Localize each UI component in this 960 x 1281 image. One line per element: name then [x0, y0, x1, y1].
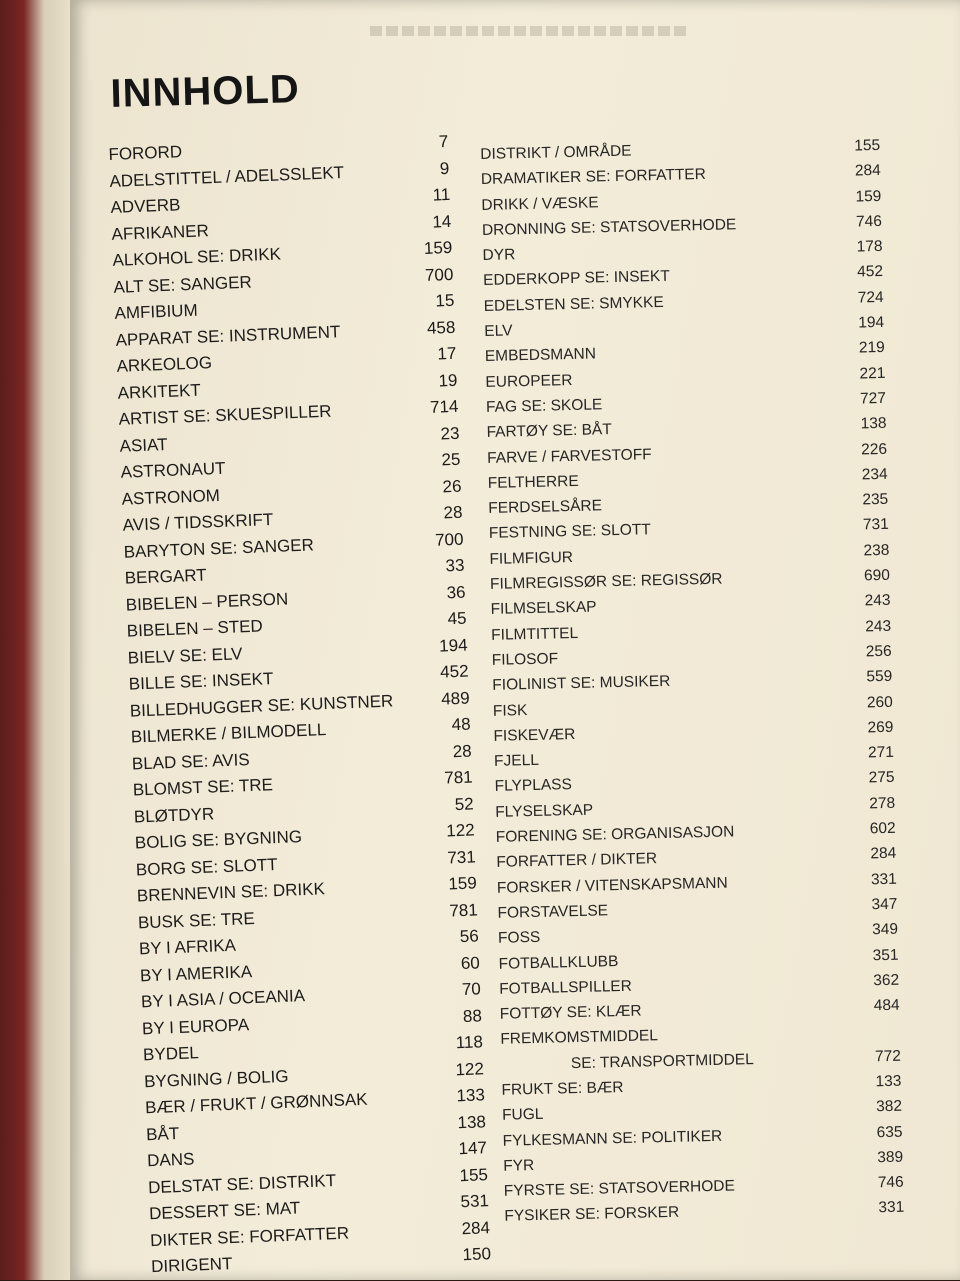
index-term: BILMERKE / BILMODELL — [130, 720, 327, 747]
index-term: BILLEDHUGGER SE: KUNSTNER — [129, 690, 394, 721]
index-page-number: 7 — [438, 131, 449, 152]
index-page-number: 602 — [869, 819, 896, 838]
index-page-number: 138 — [860, 415, 887, 433]
index-term: FJELL — [493, 751, 540, 770]
index-term: FILOSOF — [491, 650, 559, 669]
index-term: AVIS / TIDSSKRIFT — [122, 509, 274, 535]
index-term: FILMREGISSØR SE: REGISSØR — [489, 570, 723, 593]
index-page-number: 351 — [872, 946, 899, 964]
index-page-number: 11 — [432, 184, 451, 205]
index-term: ASTRONAUT — [120, 458, 226, 482]
index-term: FAG SE: SKOLE — [485, 396, 603, 416]
index-term: BRENNEVIN SE: DRIKK — [136, 879, 326, 906]
index-term: BIBELEN – PERSON — [125, 588, 289, 615]
index-page-number: 45 — [447, 608, 467, 629]
index-term: ELV — [484, 322, 513, 341]
index-term: DRAMATIKER SE: FORFATTER — [480, 166, 707, 189]
page-title: INNHOLD — [110, 67, 301, 116]
index-page-number: 147 — [458, 1138, 488, 1159]
index-page-number: 36 — [446, 582, 466, 602]
index-page-number: 52 — [454, 793, 475, 814]
index-term: BOLIG SE: BYGNING — [134, 827, 303, 853]
index-term: FUGL — [501, 1106, 544, 1125]
index-term: FILMSELSKAP — [490, 598, 597, 619]
index-page-number: 559 — [866, 668, 893, 686]
index-page-number: 159 — [855, 187, 882, 206]
index-page-number: 15 — [435, 290, 455, 311]
index-term: BIBELEN – STED — [126, 616, 264, 641]
index-term: DYR — [482, 246, 516, 265]
index-page-number: 14 — [432, 211, 452, 232]
index-page-number: 256 — [865, 642, 892, 661]
index-page-number: 159 — [447, 873, 478, 894]
index-term: ALT SE: SANGER — [113, 272, 253, 297]
index-term: FORENING SE: ORGANISASJON — [495, 823, 735, 846]
index-page-number: 221 — [859, 364, 886, 383]
index-page-number: 772 — [874, 1047, 902, 1065]
index-term: FESTNING SE: SLOTT — [488, 521, 651, 543]
index-page-number: 278 — [869, 794, 896, 813]
index-term: FOSS — [497, 929, 541, 947]
index-page-number: 238 — [863, 541, 890, 560]
index-term: FLYSELSKAP — [495, 801, 594, 821]
index-page-number: 235 — [862, 490, 889, 509]
index-term: FYSIKER SE: FORSKER — [504, 1204, 680, 1226]
index-page-number: 347 — [871, 895, 898, 914]
index-page-number: 331 — [870, 870, 898, 888]
index-page-number: 234 — [861, 465, 888, 484]
index-term: FELTHERRE — [487, 472, 579, 492]
index-term: APPARAT SE: INSTRUMENT — [115, 321, 341, 350]
index-term: DISTRIKT / OMRÅDE — [480, 142, 632, 163]
index-page-number: 150 — [462, 1244, 492, 1265]
index-term: BYDEL — [142, 1043, 200, 1065]
index-page-number: 362 — [873, 971, 900, 990]
index-page-number: 781 — [443, 767, 474, 788]
index-page-number: 194 — [438, 635, 468, 656]
index-page-number: 284 — [461, 1217, 491, 1238]
index-page-number: 133 — [456, 1085, 486, 1106]
index-page-number: 331 — [878, 1199, 905, 1217]
index-term: DANS — [146, 1149, 195, 1171]
index-term: DIRIGENT — [150, 1254, 233, 1277]
index-page-number: 226 — [861, 440, 888, 458]
index-column-right — [480, 133, 905, 1230]
index-term: ALKOHOL SE: DRIKK — [112, 244, 282, 270]
index-term: BILLE SE: INSEKT — [128, 669, 274, 694]
index-page-number: 219 — [858, 339, 885, 357]
index-term: BYGNING / BOLIG — [143, 1066, 289, 1091]
index-page-number: 452 — [856, 263, 884, 281]
index-term: DRONNING SE: STATSOVERHODE — [481, 216, 737, 239]
index-term: BERGART — [124, 565, 207, 588]
index-page-number: 731 — [862, 516, 889, 534]
index-page-number: 88 — [462, 1005, 483, 1026]
index-page-number: 284 — [870, 845, 897, 863]
index-term: BLAD SE: AVIS — [131, 749, 250, 774]
index-term: FORFATTER / DIKTER — [496, 850, 658, 872]
index-term: ASTRONOM — [121, 485, 221, 509]
index-term: BARYTON SE: SANGER — [123, 534, 315, 562]
index-page-number: 19 — [438, 370, 458, 390]
index-term: BÆR / FRUKT / GRØNNSAK — [144, 1089, 368, 1118]
index-term: ADVERB — [110, 195, 181, 217]
index-term: FOTTØY SE: KLÆR — [499, 1002, 642, 1023]
index-page-number: 284 — [854, 162, 881, 180]
index-term: BY I ASIA / OCEANIA — [140, 986, 306, 1012]
index-term: ADELSTITTEL / ADELSSLEKT — [109, 162, 345, 191]
index-page-number: 382 — [875, 1097, 903, 1116]
index-page-number: 60 — [460, 952, 481, 973]
index-page-number: 260 — [866, 693, 893, 711]
index-term: DRIKK / VÆSKE — [481, 193, 599, 214]
index-term: FORSTAVELSE — [497, 902, 609, 922]
index-page-number: 746 — [855, 212, 883, 231]
index-page-number: 25 — [441, 449, 461, 470]
index-column-left — [108, 129, 491, 1281]
index-term: FYR — [503, 1156, 535, 1175]
index-page-number: 746 — [877, 1173, 904, 1192]
index-page-number: 155 — [459, 1164, 489, 1185]
index-page-number: 122 — [445, 820, 476, 841]
index-term: BÅT — [145, 1123, 180, 1144]
index-term: FERDSELSÅRE — [488, 497, 603, 518]
index-page-number: 122 — [455, 1058, 485, 1079]
index-page-number: 731 — [446, 846, 477, 867]
index-page-number: 690 — [863, 566, 891, 585]
index-page-number: 23 — [440, 423, 460, 443]
index-term: DIKTER SE: FORFATTER — [149, 1223, 350, 1250]
index-page-number: 155 — [854, 136, 881, 155]
index-page-number: 781 — [449, 899, 479, 920]
index-term: FARTØY SE: BÅT — [486, 421, 612, 442]
index-page-number: 243 — [865, 617, 892, 636]
index-page-number: 714 — [429, 396, 459, 417]
index-term: FORORD — [108, 142, 183, 164]
index-term: SE: TRANSPORTMIDDEL — [570, 1050, 754, 1072]
index-page-number: 118 — [455, 1032, 484, 1053]
index-page-number: 700 — [434, 529, 464, 550]
index-page-number: 243 — [864, 592, 891, 610]
index-page-number — [860, 1035, 900, 1036]
index-page-number: 700 — [424, 264, 454, 285]
index-page-number: 133 — [875, 1072, 902, 1091]
index-term: EDDERKOPP SE: INSEKT — [482, 268, 670, 290]
index-term: EDELSTEN SE: SMYKKE — [483, 293, 664, 315]
index-term: FLYPLASS — [494, 776, 573, 796]
index-term: BY I AMERIKA — [139, 961, 253, 985]
index-term: FRUKT SE: BÆR — [501, 1078, 624, 1099]
index-page-number: 17 — [437, 343, 457, 364]
index-term: ARKITEKT — [117, 380, 202, 403]
index-page-number: 458 — [426, 317, 456, 338]
index-page-number: 138 — [457, 1111, 487, 1132]
index-page-number: 275 — [868, 769, 895, 787]
index-term: DELSTAT SE: DISTRIKT — [147, 1170, 337, 1197]
index-page-number: 269 — [867, 718, 894, 737]
index-term: FIOLINIST SE: MUSIKER — [492, 673, 671, 695]
index-page-number: 489 — [440, 688, 470, 709]
index-page-number: 28 — [443, 502, 463, 523]
index-term: ARTIST SE: SKUESPILLER — [118, 401, 332, 429]
index-page-number: 159 — [423, 237, 453, 258]
index-term: FYLKESMANN SE: POLITIKER — [502, 1127, 723, 1150]
index-page-number: 9 — [439, 158, 450, 178]
index-term: FILMTITTEL — [490, 624, 579, 644]
index-page-number: 33 — [445, 555, 465, 576]
index-term: EUROPEER — [485, 371, 573, 391]
index-term: DESSERT SE: MAT — [148, 1198, 301, 1224]
index-page-number: 70 — [461, 979, 482, 1000]
index-term: FREMKOMSTMIDDEL — [500, 1027, 659, 1049]
index-term: BY I AFRIKA — [138, 935, 237, 959]
previous-page-edge — [0, 0, 80, 1280]
index-page-number: 48 — [451, 714, 471, 735]
index-term: FOTBALLKLUBB — [498, 952, 619, 973]
index-term: BUSK SE: TRE — [137, 908, 256, 932]
index-term: BLØTDYR — [133, 803, 215, 826]
index-term: BY I EUROPA — [141, 1014, 250, 1038]
index-page-number: 484 — [873, 996, 900, 1015]
bleed-through-header — [370, 26, 690, 36]
index-page-number: 531 — [460, 1191, 490, 1212]
index-page-number: 178 — [856, 238, 883, 256]
index-term: EMBEDSMANN — [484, 345, 597, 366]
index-page-number: 389 — [877, 1148, 904, 1167]
index-page-number: 349 — [871, 920, 899, 939]
index-term: FYRSTE SE: STATSOVERHODE — [503, 1177, 736, 1200]
index-term: BLOMST SE: TRE — [132, 775, 274, 800]
index-page-number: 194 — [858, 313, 885, 332]
index-term: FISK — [492, 701, 528, 720]
index-term: FOTBALLSPILLER — [499, 977, 633, 998]
index-term: BORG SE: SLOTT — [135, 854, 278, 879]
index-page-number: 271 — [867, 743, 895, 762]
index-term: FARVE / FARVESTOFF — [486, 445, 652, 467]
index-term: BIELV SE: ELV — [127, 643, 243, 668]
index-term: ASIAT — [119, 434, 168, 456]
index-page-number: 26 — [442, 476, 462, 496]
index-page-number: 56 — [459, 926, 480, 947]
index-page-number: 635 — [876, 1123, 903, 1141]
index-page-number: 28 — [452, 740, 472, 761]
index-term: FILMFIGUR — [489, 548, 574, 568]
index-term: FORSKER / VITENSKAPSMANN — [496, 874, 728, 897]
index-page-number: 724 — [857, 288, 884, 307]
index-term: ARKEOLOG — [116, 353, 213, 376]
index-term: FISKEVÆR — [493, 725, 576, 745]
index-page-number: 727 — [859, 389, 887, 408]
index-term: AMFIBIUM — [114, 300, 198, 323]
index-page-number: 452 — [439, 661, 469, 682]
index-term: AFRIKANER — [111, 220, 210, 244]
